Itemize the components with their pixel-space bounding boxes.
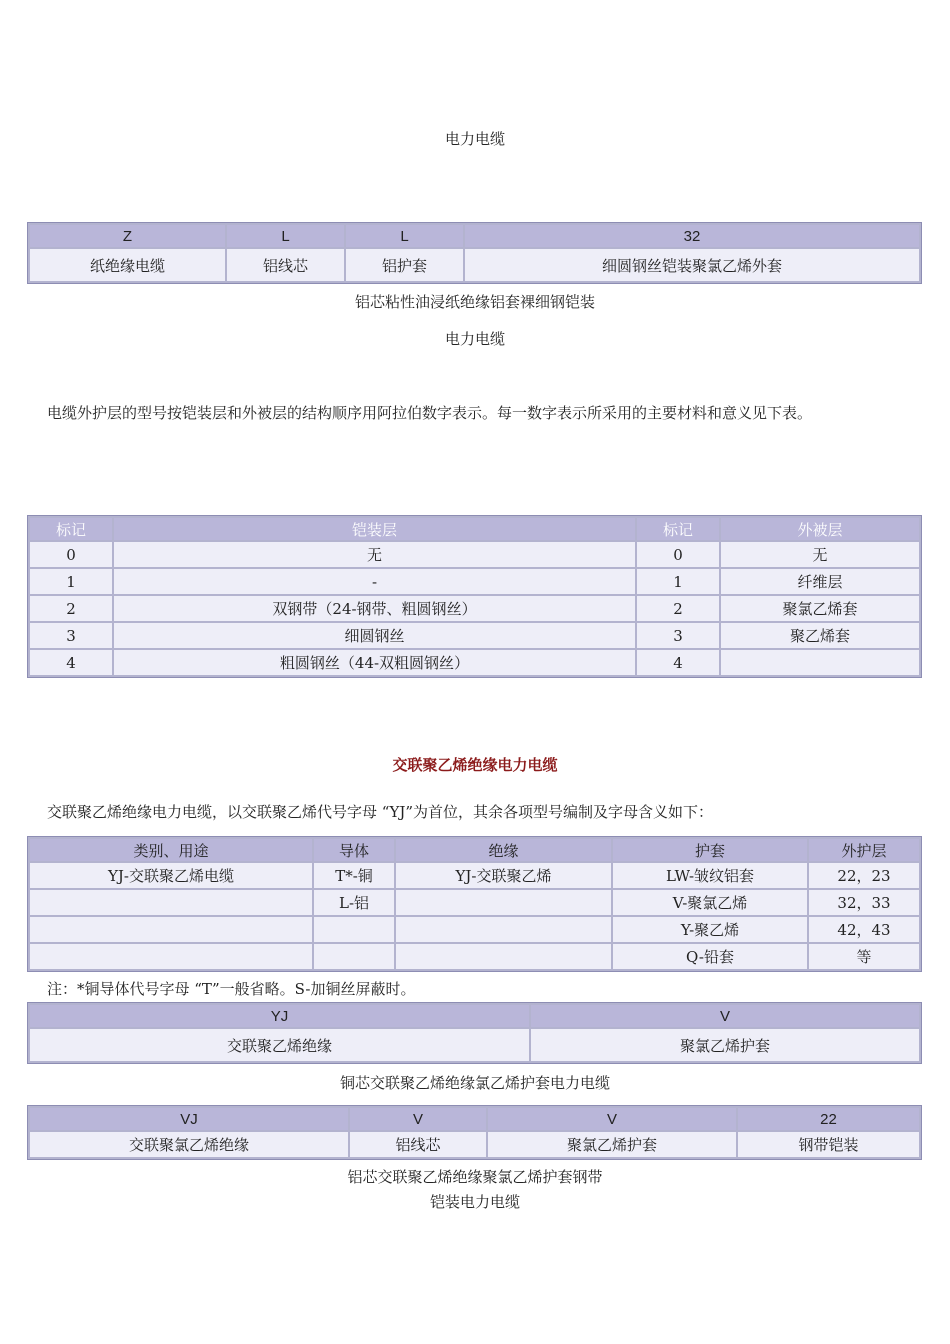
table-cell: 铝护套: [346, 249, 463, 281]
table-cell: [30, 890, 312, 915]
table-cell: [721, 650, 919, 675]
table-cell: LW-皱纹铝套: [613, 863, 807, 888]
table-cell: 2: [637, 596, 719, 621]
table-cell: 铝线芯: [350, 1132, 486, 1157]
table-cell: T*-铜: [314, 863, 394, 888]
table-header-row: [30, 839, 919, 861]
table-cell: 双钢带（24-钢带、粗圆钢丝）: [114, 596, 635, 621]
header-cell: 标记: [637, 518, 719, 540]
table-cell: [30, 944, 312, 969]
table-cell: 纤维层: [721, 569, 919, 594]
table-cell: 等: [809, 944, 919, 969]
table-cell: 聚氯乙烯护套: [488, 1132, 736, 1157]
xlpe-code-table: [27, 836, 922, 972]
table-cell: 无: [721, 542, 919, 567]
header-cell: 护套: [613, 839, 807, 861]
armor-layer-table: [27, 515, 922, 678]
table-cell: 3: [30, 623, 112, 648]
header-cell: V: [531, 1005, 919, 1027]
table-row: [30, 249, 919, 281]
table-cell: V-聚氯乙烯: [613, 890, 807, 915]
table-cell: 粗圆钢丝（44-双粗圆钢丝）: [114, 650, 635, 675]
table-cell: 细圆钢丝铠装聚氯乙烯外套: [465, 249, 919, 281]
table-row: [30, 623, 919, 648]
table-row: [30, 863, 919, 888]
table-cell: [396, 917, 611, 942]
table-row: [30, 890, 919, 915]
table-header-row: [30, 518, 919, 540]
table-cell: 4: [637, 650, 719, 675]
header-cell: Z: [30, 225, 225, 247]
header-cell: 外护层: [809, 839, 919, 861]
table-cell: 钢带铠装: [738, 1132, 919, 1157]
paragraph: 电缆外护层的型号按铠装层和外被层的结构顺序用阿拉伯数字表示。每一数字表示所采用的主要材料和意义见下表。: [47, 404, 813, 422]
table-cell: [396, 890, 611, 915]
table-cell: YJ-交联聚乙烯: [396, 863, 611, 888]
table-cell: 1: [30, 569, 112, 594]
header-cell: V: [488, 1108, 736, 1130]
table-cell: YJ-交联聚乙烯电缆: [30, 863, 312, 888]
table-row: [30, 650, 919, 675]
header-cell: 32: [465, 225, 919, 247]
table-cell: [314, 944, 394, 969]
table-caption: 铠装电力电缆: [429, 1193, 520, 1211]
section-heading: 交联聚乙烯绝缘电力电缆: [392, 756, 558, 774]
table-row: [30, 917, 919, 942]
table-cell: 1: [637, 569, 719, 594]
table-cell: [396, 944, 611, 969]
table-cell: 交联聚乙烯绝缘: [30, 1029, 529, 1061]
table-cell: 4: [30, 650, 112, 675]
table-cell: [30, 917, 312, 942]
table-cell: 42，43: [809, 917, 919, 942]
header-cell: V: [350, 1108, 486, 1130]
table-cell: 0: [30, 542, 112, 567]
table-cell: Q-铅套: [613, 944, 807, 969]
table-cell: 无: [114, 542, 635, 567]
table-cell: Y-聚乙烯: [613, 917, 807, 942]
table-cell: 聚氯乙烯护套: [531, 1029, 919, 1061]
header-cell: YJ: [30, 1005, 529, 1027]
table-header-row: [30, 1005, 919, 1027]
table-row: [30, 1132, 919, 1157]
table-cell: 铝线芯: [227, 249, 344, 281]
table-note: 注：*铜导体代号字母 “T”一般省略。S-加铜丝屏蔽时。: [47, 980, 416, 998]
section-title: 电力电缆: [444, 130, 505, 148]
table-row: [30, 542, 919, 567]
table-row: [30, 944, 919, 969]
header-cell: 外被层: [721, 518, 919, 540]
header-cell: 铠装层: [114, 518, 635, 540]
cable-code-table-1: [27, 222, 922, 284]
table-cell: 交联聚氯乙烯绝缘: [30, 1132, 348, 1157]
table-cell: 细圆钢丝: [114, 623, 635, 648]
table-cell: -: [114, 569, 635, 594]
table-cell: 纸绝缘电缆: [30, 249, 225, 281]
table-cell: 22，23: [809, 863, 919, 888]
table-cell: [314, 917, 394, 942]
cable-code-table-vjv22: [27, 1105, 922, 1160]
table-cell: 32，33: [809, 890, 919, 915]
table-header-row: [30, 1108, 919, 1130]
header-cell: 22: [738, 1108, 919, 1130]
table-cell: L-铝: [314, 890, 394, 915]
cable-code-table-yjv: [27, 1002, 922, 1064]
table-cell: 0: [637, 542, 719, 567]
table-row: [30, 569, 919, 594]
table-header-row: [30, 225, 919, 247]
header-cell: L: [227, 225, 344, 247]
table-caption: 铝芯粘性油浸纸绝缘铝套裸细钢铠装: [354, 293, 595, 311]
header-cell: L: [346, 225, 463, 247]
paragraph: 交联聚乙烯绝缘电力电缆，以交联聚乙烯代号字母 “YJ”为首位，其余各项型号编制及字母含义如下：: [47, 803, 714, 821]
header-cell: 类别、用途: [30, 839, 312, 861]
table-row: [30, 596, 919, 621]
table-caption: 铝芯交联聚乙烯绝缘聚氯乙烯护套钢带: [347, 1168, 603, 1186]
table-cell: 聚氯乙烯套: [721, 596, 919, 621]
table-cell: 3: [637, 623, 719, 648]
table-caption: 铜芯交联聚乙烯绝缘氯乙烯护套电力电缆: [339, 1074, 610, 1092]
table-cell: 2: [30, 596, 112, 621]
header-cell: 导体: [314, 839, 394, 861]
header-cell: 标记: [30, 518, 112, 540]
header-cell: 绝缘: [396, 839, 611, 861]
table-cell: 聚乙烯套: [721, 623, 919, 648]
table-caption: 电力电缆: [444, 330, 505, 348]
table-row: [30, 1029, 919, 1061]
header-cell: VJ: [30, 1108, 348, 1130]
